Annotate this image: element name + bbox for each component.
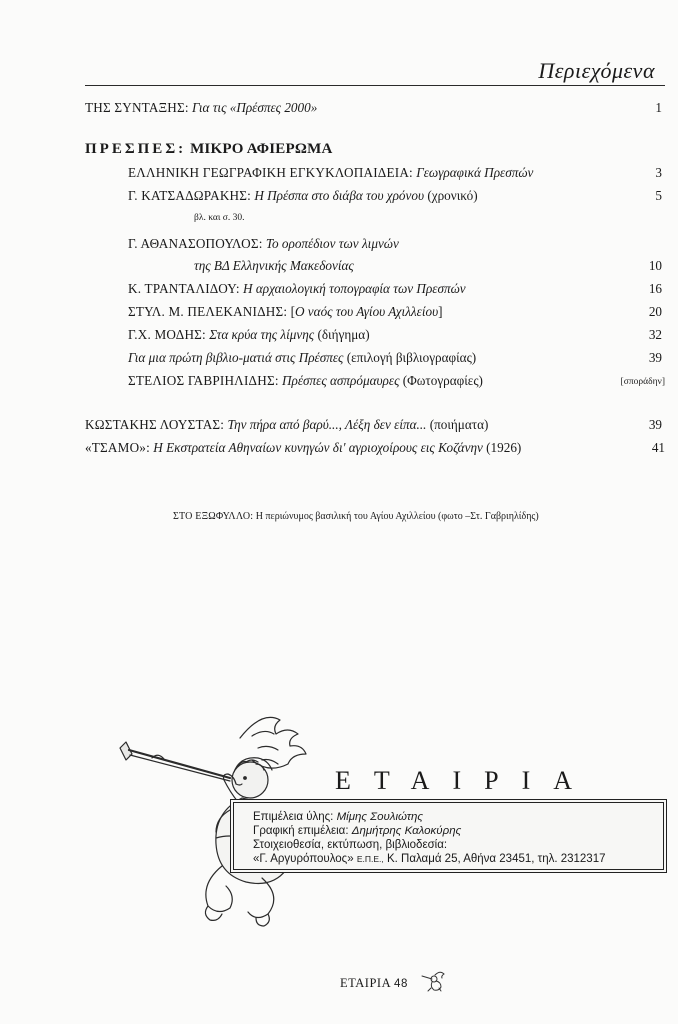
toc-entry <box>128 188 478 204</box>
page-footer <box>340 976 408 991</box>
toc-author: ΣΤΕΛΙΟΣ ΓΑΒΡΙΗΛΙΔΗΣ: <box>128 373 279 388</box>
toc-author: Κ. ΤΡΑΝΤΑΛΙΔΟΥ: <box>128 281 240 296</box>
toc-page-number: 41 <box>651 440 665 455</box>
bracket-close: ] <box>438 304 443 319</box>
toc-page-number: 39 <box>648 417 662 432</box>
toc-page-number: 32 <box>648 327 662 342</box>
toc-title: Για τις «Πρέσπες 2000» <box>192 100 318 115</box>
footer-magazine: ΕΤΑΙΡΙΑ <box>340 976 391 990</box>
section-heading <box>85 141 332 158</box>
toc-note: βλ. και σ. 30. <box>194 213 245 223</box>
cover-note-label: ΣΤΟ ΕΞΩΦΥΛΛΟ: <box>173 511 254 522</box>
toc-author: «ΤΣΑΜΟ»: <box>85 440 150 455</box>
toc-entry <box>85 440 521 456</box>
toc-title: Η Εκστρατεία Αθηναίων κυνηγών δι' αγριοχοίρους εις Κοζάνην <box>153 440 483 455</box>
toc-entry <box>128 373 483 389</box>
credits-editor-name: Μίμης Σουλιώτης <box>336 811 423 823</box>
toc-page-number: [σποράδην] <box>620 377 665 387</box>
toc-entry <box>128 327 370 343</box>
section-heading-spaced: ΠΡΕΣΠΕΣ: <box>85 141 187 157</box>
toc-author: ΣΤΥΛ. Μ. ΠΕΛΕΚΑΝΙΔΗΣ: <box>128 304 288 319</box>
toc-page-number: 39 <box>648 350 662 365</box>
toc-title: Πρέσπες ασπρόμαυρες <box>281 373 400 388</box>
footer-issue: 48 <box>394 978 408 990</box>
toc-extra: (επιλογή βιβλιογραφίας) <box>346 350 477 365</box>
toc-extra: (Φωτογραφίες) <box>402 373 483 388</box>
toc-author: ΤΗΣ ΣΥΝΤΑΞΗΣ: <box>85 100 189 115</box>
bracket-open: [ <box>290 304 295 319</box>
toc-entry <box>128 350 476 366</box>
toc-title: Ο ναός του Αγίου Αχιλλείου <box>294 304 439 319</box>
toc-author: Γ. ΑΘΑΝΑΣΟΠΟΥΛΟΣ: <box>128 236 263 251</box>
toc-entry <box>128 281 466 297</box>
credits-printer-address: Κ. Παλαμά 25, Αθήνα 23451, τηλ. 2312317 <box>386 853 606 865</box>
toc-entry <box>85 417 488 433</box>
toc-title: Για μια πρώτη βιβλιο-ματιά στις Πρέσπες <box>128 350 344 365</box>
toc-extra: (χρονικό) <box>427 188 478 203</box>
toc-title: Η Πρέσπα στο διάβα του χρόνου <box>254 188 425 203</box>
toc-page-number: 5 <box>655 188 662 203</box>
toc-title: Το οροπέδιον των λιμνών <box>265 236 399 251</box>
toc-page-number: 20 <box>648 304 662 319</box>
credits-design-name: Δημήτρης Καλοκύρης <box>351 825 462 837</box>
credits-printer <box>253 852 653 866</box>
toc-entry <box>128 236 399 252</box>
toc-title: Η αρχαιολογική τοπογραφία των Πρεσπών <box>243 281 466 296</box>
toc-title: Στα κρύα της λίμνης <box>209 327 315 342</box>
toc-title-continued: της ΒΔ Ελληνικής Μακεδονίας <box>194 258 354 273</box>
section-heading-rest: ΜΙΚΡΟ ΑΦΙΕΡΩΜΑ <box>190 141 333 157</box>
toc-page-number: 10 <box>648 258 662 273</box>
toc-author: Γ.Χ. ΜΟΔΗΣ: <box>128 327 206 342</box>
title-rule <box>85 85 665 86</box>
page-title: Περιεχόμενα <box>538 58 655 83</box>
credits-printer-name: «Γ. Αργυρόπουλος» <box>253 853 354 865</box>
credits-design-label: Γραφική επιμέλεια: <box>253 825 349 837</box>
toc-extra: (ποιήματα) <box>429 417 489 432</box>
credits-editor-label: Επιμέλεια ύλης: <box>253 811 334 823</box>
toc-author: ΚΩΣΤΑΚΗΣ ΛΟΥΣΤΑΣ: <box>85 417 225 432</box>
toc-page-number: 16 <box>648 281 662 296</box>
toc-entry-intro <box>85 100 317 116</box>
cover-note <box>173 511 539 522</box>
toc-entry <box>128 165 533 181</box>
toc-page-number: 1 <box>655 100 662 115</box>
credits-print-line: Στοιχειοθεσία, εκτύπωση, βιβλιοδεσία: <box>253 839 448 851</box>
credits-design <box>253 824 653 838</box>
toc-page-number: 3 <box>655 165 662 180</box>
toc-title: Γεωγραφικά Πρεσπών <box>416 165 534 180</box>
credits-editor <box>253 810 653 824</box>
toc-extra: (1926) <box>486 440 522 455</box>
toc-title: Την πήρα από βαρύ..., Λέξη δεν είπα... <box>227 417 427 432</box>
brand-name: ΕΤΑΙΡΙΑ <box>335 766 596 795</box>
credits-box <box>230 799 667 873</box>
toc-entry <box>128 304 443 320</box>
toc-extra: (διήγημα) <box>317 327 370 342</box>
toc-author: Γ. ΚΑΤΣΑΔΩΡΑΚΗΣ: <box>128 188 252 203</box>
small-cherub-icon <box>420 970 446 992</box>
cover-note-text: Η περιώνυμος βασιλική του Αγίου Αχιλλείου (φωτο –Στ. Γαβριηλίδης) <box>255 511 539 522</box>
credits-printer-form: Ε.Π.Ε., <box>356 854 384 864</box>
toc-author: ΕΛΛΗΝΙΚΗ ΓΕΩΓΡΑΦΙΚΗ ΕΓΚΥΚΛΟΠΑΙΔΕΙΑ: <box>128 165 413 180</box>
